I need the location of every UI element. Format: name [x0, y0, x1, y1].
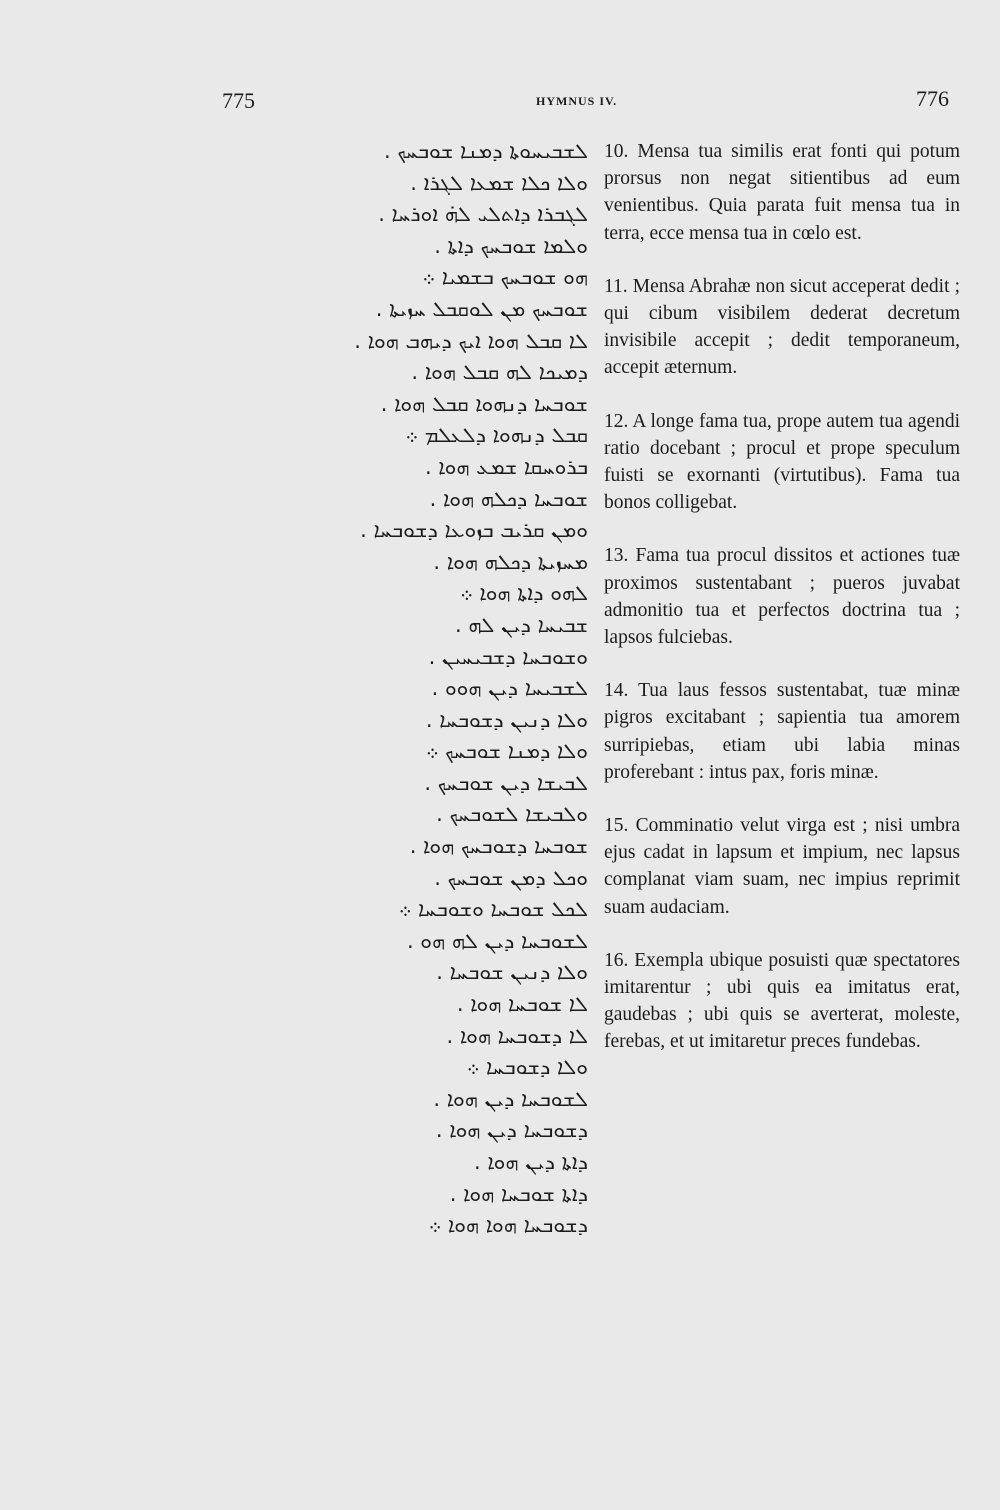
- stanza-text: Exempla ubique posuisti quæ spectatores imitarentur ; ubi quis ea imitatus erat, gaudebas ; ubi quis se averterat, moleste, ferebas, et ut imitaretur preces fundebas.: [604, 949, 960, 1053]
- syriac-line: ܫܒܝܚܐ ܕܝܢ ܠܗ .: [455, 612, 588, 637]
- stanza: [604, 677, 960, 786]
- syriac-text-column: [228, 136, 588, 1242]
- syriac-line: ܗܘ ܫܘܒܚܟ ܒܫܡܝܐ ܀: [422, 265, 588, 290]
- stanza-text: Tua laus fessos sustentabat, tuæ minæ pigros excitabant ; sapientia tua amorem surripiebas, etiam ubi labia minas proferebant : intus pax, foris minæ.: [604, 680, 960, 783]
- syriac-line: ܕܐܬܐ ܫܘܒܚܐ ܗܘܐ .: [449, 1181, 588, 1206]
- stanza-number: 14.: [604, 680, 629, 702]
- syriac-line: ܫܘܒܚܐ ܕܢܗܘܐ ܩܒܠ ܗܘܐ .: [380, 391, 588, 416]
- syriac-line: ܘܠܐ ܕܡܢܐ ܫܘܒܚܟ ܀: [425, 739, 588, 764]
- page-number-right: 776: [916, 86, 949, 111]
- stanza: [604, 812, 960, 921]
- syriac-line: ܘܠܐ ܕܢܝܢ ܫܘܒܚܐ .: [436, 960, 588, 985]
- page-number-left: 775: [222, 88, 255, 113]
- syriac-line: ܒܪܘܚܩܐ ܫܡܥ ܗܘܐ .: [424, 454, 588, 479]
- stanza: [604, 138, 960, 247]
- latin-translation-column: [604, 138, 960, 1082]
- stanza-text: A longe fama tua, prope autem tua agendi ratio docebant ; procul et prope speculum fuisti se exornanti (virtutibus). Fama tua bonos colligebat.: [604, 410, 960, 514]
- syriac-line: ܘܠܡܐ ܫܘܒܚܟ ܕܐܬܐ .: [434, 233, 588, 258]
- syriac-line: ܠܐ ܕܫܘܒܚܐ ܗܘܐ .: [446, 1023, 588, 1048]
- syriac-line: ܘܠܐ ܟܠܐ ܫܡܥܐ ܠܓܪܐ .: [410, 170, 588, 195]
- stanza-text: Comminatio velut virga est ; nisi umbra ejus cadat in lapsum et impium, nec lapsus complanat viam suam, nec impius reprimit suam audaciam.: [604, 815, 961, 918]
- stanza-number: 15.: [604, 815, 629, 837]
- stanza-number: 16.: [604, 949, 629, 971]
- stanza: [604, 408, 960, 517]
- stanza-number: 12.: [604, 410, 629, 432]
- running-title: HYMNUS IV.: [536, 94, 618, 108]
- syriac-line: ܕܫܘܒܚܐ ܕܝܢ ܗܘܐ .: [435, 1118, 588, 1143]
- syriac-line: ܕܐܬܐ ܕܝܢ ܗܘܐ .: [474, 1150, 588, 1174]
- syriac-line: ܫܘܒܚܐ ܕܟܠܗ ܗܘܐ .: [429, 486, 588, 511]
- syriac-line: ܠܫܘܒܚܐ ܕܝܢ ܠܗ ܗܘ .: [406, 928, 588, 953]
- syriac-line: ܩܒܠ ܕܢܗܘܐ ܕܠܥܠܡ ܀: [405, 423, 588, 448]
- syriac-line: ܘܫܘܒܚܐ ܕܫܒܝܚܝܢ .: [428, 644, 588, 669]
- syriac-line: ܠܗܘ ܕܐܬܐ ܗܘܐ ܀: [460, 581, 588, 606]
- syriac-line: ܠܫܒܝܚܘܬܐ ܕܡܢܐ ܫܘܒܚܟ .: [383, 139, 588, 163]
- syriac-line: ܘܠܐ ܕܫܘܒܚܐ ܀: [466, 1055, 588, 1080]
- syriac-line: ܠܟܠ ܫܘܒܚܐ ܘܫܘܒܚܐ ܀: [398, 897, 588, 922]
- stanza-number: 10.: [604, 141, 629, 162]
- syriac-line: ܘܟܠ ܕܡܢ ܫܘܒܚܟ .: [434, 865, 588, 890]
- page-header: [0, 86, 1000, 126]
- stanza-number: 11.: [604, 275, 628, 297]
- syriac-line: ܫܘܒܚܟ ܡܢ ܠܘܩܒܠ ܚܙܝܬܐ .: [375, 296, 588, 321]
- syriac-line: ܕܫܘܒܚܐ ܗܘܐ ܗܘܐ ܀: [428, 1213, 588, 1238]
- stanza-number: 13.: [604, 545, 629, 567]
- stanza: [604, 542, 960, 651]
- stanza: [604, 273, 960, 382]
- syriac-line: ܠܐ ܩܒܠ ܗܘܐ ܐܝܟ ܕܝܗܒ ܗܘܐ .: [354, 328, 588, 353]
- syriac-line: ܠܐ ܫܘܒܚܐ ܗܘܐ .: [456, 992, 588, 1017]
- stanza: [604, 947, 960, 1056]
- syriac-line: ܘܡܢ ܩܪܝܒ ܒܙܘܥܐ ܕܫܘܒܚܐ .: [360, 518, 588, 543]
- syriac-line: ܫܘܒܚܐ ܕܫܘܒܚܟ ܗܘܐ .: [409, 834, 588, 859]
- syriac-line: ܡܚܙܝܬܐ ܕܟܠܗ ܗܘܐ .: [433, 549, 588, 574]
- syriac-line: ܘܠܐ ܕܢܝܢ ܕܫܘܒܚܐ .: [425, 707, 588, 732]
- stanza-text: Mensa tua similis erat fonti qui potum prorsus non negat sitientibus ad eum venientibus. Quia parata fuit mensa tua in terra, ecce mensa tua in cœlo est.: [604, 141, 960, 244]
- stanza-text: Mensa Abrahæ non sicut acceperat dedit ; qui cibum visibilem dederat decretum invisibile accepit ; dedit temporaneum, accepit æternum.: [604, 275, 960, 379]
- syriac-line: ܕܡܝܟܐ ܠܗ ܩܒܠ ܗܘܐ .: [411, 360, 588, 385]
- syriac-line: ܠܓܒܪܐ ܕܐܬܠܝ ܠܗ̇ ܐܘܪܚܐ .: [378, 202, 588, 227]
- stanza-text: Fama tua procul dissitos et actiones tuæ proximos sustentabant ; pueros juvabat admonitio tua et perfectos doctrina tua ; lapsos fulciebas.: [604, 545, 961, 649]
- syriac-line: ܘܠܒܝܫܐ ܠܫܘܒܚܟ .: [436, 802, 588, 827]
- syriac-line: ܠܫܒܝܚܐ ܕܝܢ ܗܘܘ .: [431, 676, 588, 701]
- syriac-line: ܠܒܝܫܐ ܕܝܢ ܫܘܒܚܟ .: [424, 770, 588, 795]
- syriac-line: ܠܫܘܒܚܐ ܕܝܢ ܗܘܐ .: [433, 1086, 588, 1111]
